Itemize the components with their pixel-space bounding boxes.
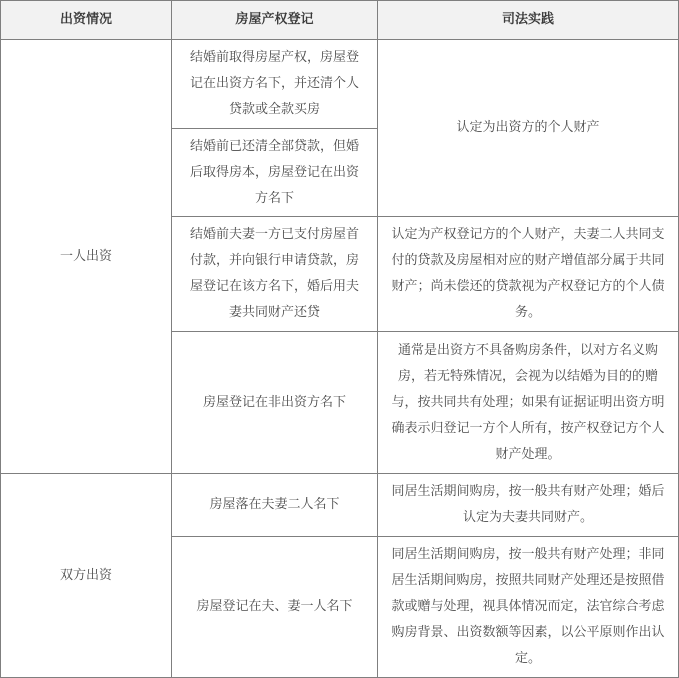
registration-cell: 结婚前取得房屋产权，房屋登记在出资方名下，并还清个人贷款或全款买房 xyxy=(172,40,378,129)
header-row xyxy=(1,1,679,40)
practice-cell: 通常是出资方不具备购房条件，以对方名义购房，若无特殊情况，会视为以结婚为目的的赠与，按共同共有处理；如果有证据证明出资方明确表示归登记一方个人所有，按产权登记方个人财产处理。 xyxy=(378,332,679,474)
registration-cell: 房屋登记在非出资方名下 xyxy=(172,332,378,474)
header-funding: 出资情况 xyxy=(1,1,172,40)
practice-cell: 同居生活期间购房，按一般共有财产处理；婚后认定为夫妻共同财产。 xyxy=(378,474,679,537)
practice-cell: 同居生活期间购房，按一般共有财产处理；非同居生活期间购房，按照共同财产处理还是按照借款或赠与处理，视具体情况而定，法官综合考虑购房背景、出资数额等因素，以公平原则作出认定。 xyxy=(378,537,679,678)
funding-single: 一人出资 xyxy=(1,40,172,474)
header-practice: 司法实践 xyxy=(378,1,679,40)
practice-cell: 认定为出资方的个人财产 xyxy=(378,40,679,217)
registration-cell: 结婚前已还清全部贷款，但婚后取得房本，房屋登记在出资方名下 xyxy=(172,129,378,217)
registration-cell: 房屋落在夫妻二人名下 xyxy=(172,474,378,537)
table-row xyxy=(1,474,679,537)
registration-cell: 结婚前夫妻一方已支付房屋首付款，并向银行申请贷款，房屋登记在该方名下，婚后用夫妻共同财产还贷 xyxy=(172,217,378,332)
practice-cell: 认定为产权登记方的个人财产，夫妻二人共同支付的贷款及房屋相对应的财产增值部分属于共同财产；尚未偿还的贷款视为产权登记方的个人债务。 xyxy=(378,217,679,332)
table-row xyxy=(1,40,679,129)
registration-cell: 房屋登记在夫、妻一人名下 xyxy=(172,537,378,678)
header-registration: 房屋产权登记 xyxy=(172,1,378,40)
funding-both: 双方出资 xyxy=(1,474,172,678)
